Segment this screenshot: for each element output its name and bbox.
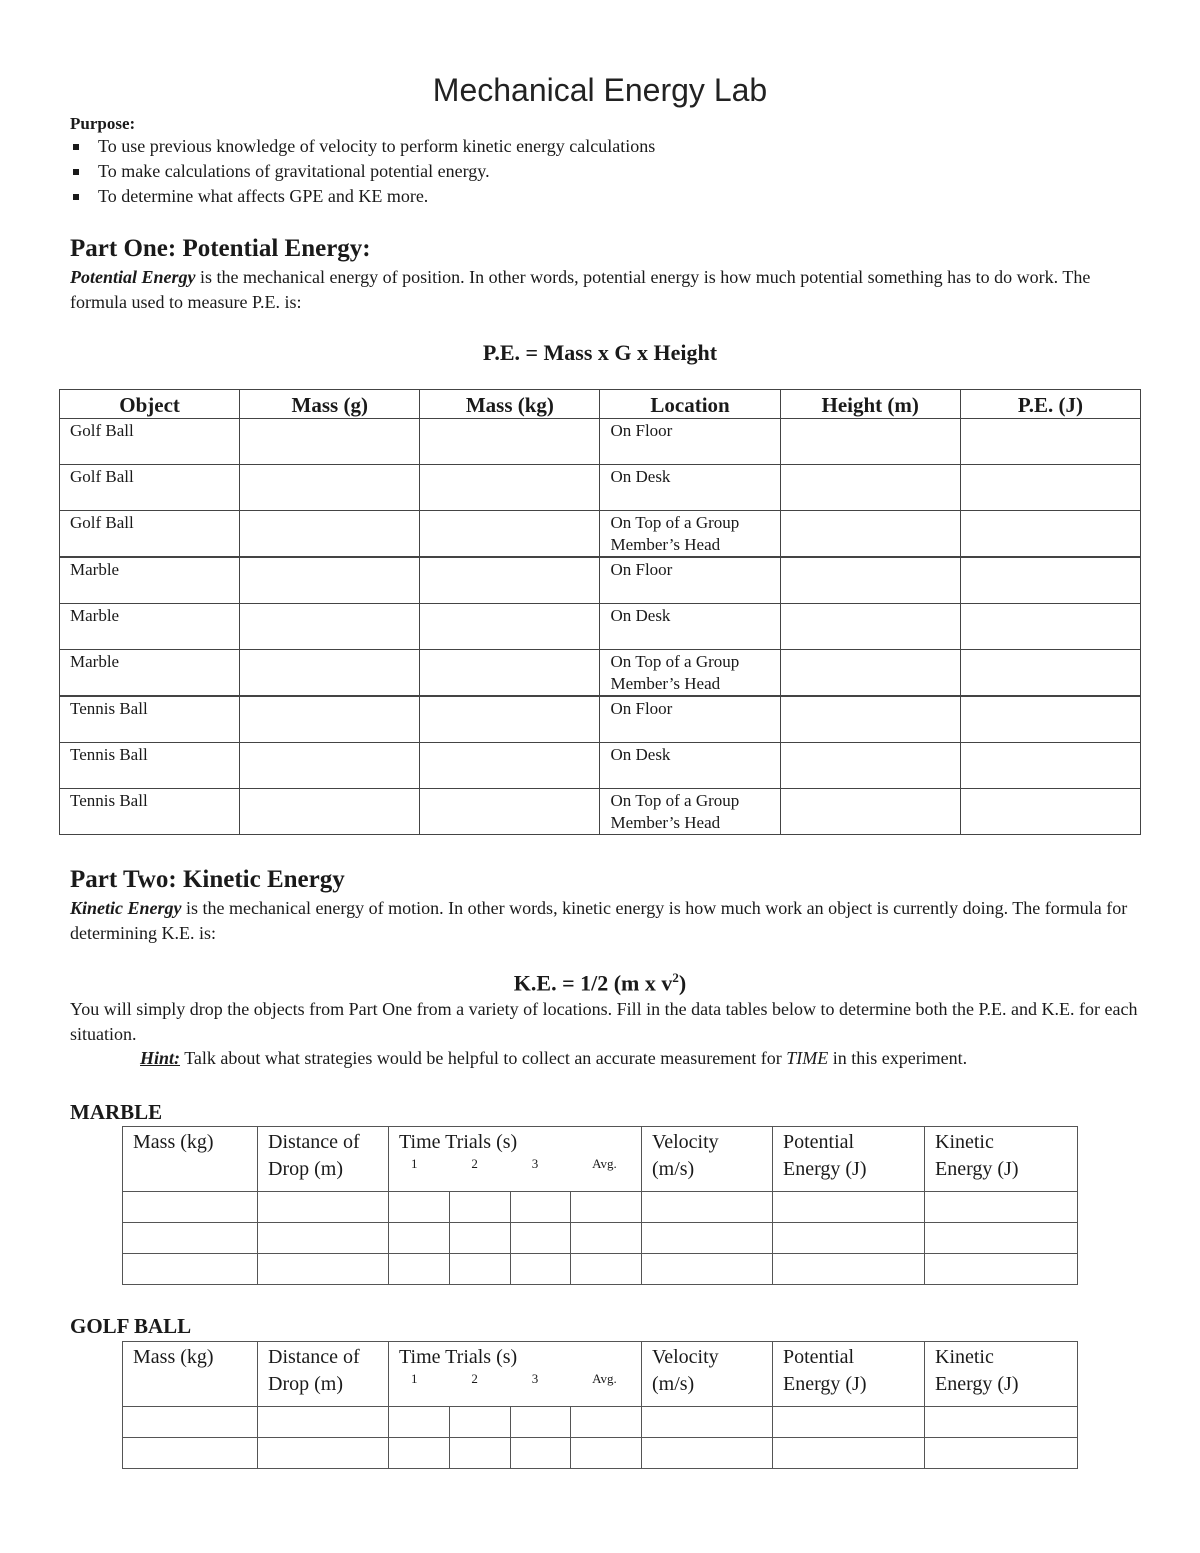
height-cell[interactable] [780,743,960,789]
mass-cell[interactable] [123,1192,258,1223]
trial-3-cell[interactable] [511,1438,571,1469]
ke-cell[interactable] [925,1438,1078,1469]
time-trials-label: Time Trials (s) [399,1346,518,1368]
hint-line [140,1046,967,1071]
distance-label-line2: Drop (m) [268,1158,343,1180]
part-two-text: is the mechanical energy of motion. In other words, kinetic energy is how much work an object is currently doing. The formula for determining K.E. is: [70,898,1128,943]
avg-cell[interactable] [571,1192,642,1223]
part-one-heading: Part One: Potential Energy: [70,235,371,262]
col-header-mass: Mass (kg) [123,1342,258,1407]
part-one-text: is the mechanical energy of position. In other words, potential energy is how much potential something has to do work. The formula used to measure P.E. is: [70,267,1091,312]
mass-cell[interactable] [123,1438,258,1469]
pe-table-header-row [60,390,1141,419]
ke-table-header-row [123,1127,1078,1192]
ke-cell[interactable] [925,1223,1078,1254]
location-cell: On Floor [600,696,780,743]
trial-labels [399,1156,631,1172]
marble-label: MARBLE [70,1100,163,1124]
col-header-velocity [642,1342,773,1407]
potential-energy-term: Potential Energy [70,267,196,287]
object-cell: Golf Ball [60,511,240,558]
distance-cell[interactable] [258,1192,389,1223]
col-header-pe: P.E. (J) [960,390,1140,419]
ke-formula-close: ) [678,970,687,996]
col-header-potential-energy [773,1342,925,1407]
velocity-cell[interactable] [642,1407,773,1438]
hint-emphasis: TIME [786,1048,829,1068]
table-row [60,604,1141,650]
col-header-velocity [642,1127,773,1192]
pe-formula: P.E. = Mass x G x Height [482,340,718,365]
ke-label-line1: Kinetic [935,1131,994,1153]
purpose-item: To use previous knowledge of velocity to perform kinetic energy calculations [70,134,655,159]
mass-g-cell[interactable] [240,604,420,650]
height-cell[interactable] [780,789,960,835]
avg-cell[interactable] [571,1407,642,1438]
mass-kg-cell[interactable] [420,557,600,604]
pe-cell[interactable] [960,650,1140,697]
trial-2-cell[interactable] [450,1438,511,1469]
object-cell: Golf Ball [60,419,240,465]
col-header-kinetic-energy [925,1127,1078,1192]
trial-1-cell[interactable] [389,1254,450,1285]
pe-label-line1: Potential [783,1131,855,1153]
location-cell: On Desk [600,743,780,789]
height-cell[interactable] [780,604,960,650]
trial-3-cell[interactable] [511,1254,571,1285]
table-row [60,557,1141,604]
pe-cell[interactable] [960,419,1140,465]
trial-2-label: 2 [471,1156,478,1171]
ke-label-line1: Kinetic [935,1346,994,1368]
pe-cell[interactable] [960,511,1140,558]
trial-1-label: 1 [411,1156,418,1171]
purpose-item: To determine what affects GPE and KE more. [70,184,655,209]
trial-2-cell[interactable] [450,1223,511,1254]
col-header-kinetic-energy [925,1342,1078,1407]
distance-cell[interactable] [258,1407,389,1438]
distance-cell[interactable] [258,1254,389,1285]
trial-3-cell[interactable] [511,1192,571,1223]
part-two-instructions: You will simply drop the objects from Part One from a variety of locations. Fill in the data tables below to determine both the P.E. and K.E. for each situation. [70,999,1138,1044]
table-row [123,1254,1078,1285]
table-row [60,650,1141,697]
col-header-time-trials [389,1127,642,1192]
purpose-list [70,134,655,209]
purpose-label: Purpose: [70,114,136,133]
pe-cell[interactable] [773,1223,925,1254]
potential-energy-table [59,389,1141,835]
table-row [60,696,1141,743]
velocity-label-line1: Velocity [652,1346,719,1368]
ke-cell[interactable] [925,1407,1078,1438]
location-cell: On Desk [600,604,780,650]
mass-g-cell[interactable] [240,465,420,511]
trial-1-label: 1 [411,1371,418,1386]
trial-2-cell[interactable] [450,1407,511,1438]
pe-cell[interactable] [960,604,1140,650]
part-two-description [70,896,1150,946]
distance-cell[interactable] [258,1223,389,1254]
pe-cell[interactable] [773,1254,925,1285]
pe-label-line2: Energy (J) [783,1373,867,1395]
mass-kg-cell[interactable] [420,511,600,558]
pe-cell[interactable] [960,743,1140,789]
pe-cell[interactable] [960,789,1140,835]
col-header-potential-energy [773,1127,925,1192]
ke-formula-exponent: 2 [672,970,679,985]
mass-cell[interactable] [123,1254,258,1285]
trial-labels [399,1371,631,1387]
avg-cell[interactable] [571,1438,642,1469]
golf-ball-table [122,1341,1078,1469]
object-cell: Marble [60,604,240,650]
hint-label: Hint: [140,1048,181,1068]
pe-cell[interactable] [773,1192,925,1223]
location-cell: On Top of a Group Member’s Head [600,789,780,835]
table-row [60,743,1141,789]
table-row [60,419,1141,465]
trial-avg-label: Avg. [592,1156,617,1171]
trial-3-label: 3 [531,1371,539,1386]
pe-label-line2: Energy (J) [783,1158,867,1180]
col-header-object: Object [60,390,240,419]
ke-cell[interactable] [925,1254,1078,1285]
pe-cell[interactable] [773,1438,925,1469]
mass-kg-cell[interactable] [420,465,600,511]
part-two-heading: Part Two: Kinetic Energy [70,866,345,893]
table-row [123,1192,1078,1223]
velocity-cell[interactable] [642,1254,773,1285]
mass-kg-cell[interactable] [420,419,600,465]
distance-label-line1: Distance of [268,1346,360,1368]
ke-formula-main: K.E. = 1/2 (m x v [513,970,673,996]
location-cell: On Top of a Group Member’s Head [600,650,780,697]
purpose-item: To make calculations of gravitational potential energy. [70,159,655,184]
col-header-mass: Mass (kg) [123,1127,258,1192]
table-row [123,1223,1078,1254]
page-title: Mechanical Energy Lab [432,72,768,108]
height-cell[interactable] [780,650,960,697]
col-header-time-trials [389,1342,642,1407]
pe-cell[interactable] [960,696,1140,743]
mass-g-cell[interactable] [240,789,420,835]
pe-cell[interactable] [960,557,1140,604]
ke-table-header-row [123,1342,1078,1407]
object-cell: Golf Ball [60,465,240,511]
trial-avg-label: Avg. [592,1371,617,1386]
col-header-distance [258,1127,389,1192]
avg-cell[interactable] [571,1254,642,1285]
object-cell: Tennis Ball [60,696,240,743]
col-header-mass-g: Mass (g) [240,390,420,419]
height-cell[interactable] [780,419,960,465]
ke-label-line2: Energy (J) [935,1373,1019,1395]
mass-g-cell[interactable] [240,743,420,789]
part-one-description [70,265,1150,315]
velocity-label-line2: (m/s) [652,1158,695,1180]
object-cell: Marble [60,557,240,604]
trial-3-cell[interactable] [511,1223,571,1254]
mass-g-cell[interactable] [240,696,420,743]
trial-2-cell[interactable] [450,1192,511,1223]
col-header-mass-kg: Mass (kg) [420,390,600,419]
ke-formula [0,970,1200,996]
col-header-location: Location [600,390,780,419]
mass-g-cell[interactable] [240,650,420,697]
pe-label-line1: Potential [783,1346,855,1368]
kinetic-energy-term: Kinetic Energy [70,898,182,918]
golf-ball-label: GOLF BALL [70,1314,192,1338]
height-cell[interactable] [780,557,960,604]
ke-cell[interactable] [925,1192,1078,1223]
table-row [123,1407,1078,1438]
mass-g-cell[interactable] [240,419,420,465]
col-header-distance [258,1342,389,1407]
trial-1-cell[interactable] [389,1438,450,1469]
trial-1-cell[interactable] [389,1192,450,1223]
time-trials-label: Time Trials (s) [399,1131,518,1153]
ke-label-line2: Energy (J) [935,1158,1019,1180]
distance-label-line1: Distance of [268,1131,360,1153]
col-header-height: Height (m) [780,390,960,419]
velocity-cell[interactable] [642,1192,773,1223]
mass-g-cell[interactable] [240,557,420,604]
location-cell: On Floor [600,557,780,604]
table-row [123,1438,1078,1469]
mass-kg-cell[interactable] [420,696,600,743]
table-row [60,789,1141,835]
trial-2-label: 2 [471,1371,478,1386]
trial-3-cell[interactable] [511,1407,571,1438]
table-row [60,465,1141,511]
hint-text-b: in this experiment. [828,1048,968,1068]
velocity-label-line2: (m/s) [652,1373,695,1395]
object-cell: Tennis Ball [60,743,240,789]
mass-kg-cell[interactable] [420,743,600,789]
pe-cell[interactable] [773,1407,925,1438]
trial-1-cell[interactable] [389,1223,450,1254]
avg-cell[interactable] [571,1223,642,1254]
distance-cell[interactable] [258,1438,389,1469]
height-cell[interactable] [780,696,960,743]
trial-2-cell[interactable] [450,1254,511,1285]
hint-text-a: Talk about what strategies would be helpful to collect an accurate measurement for [180,1048,787,1068]
distance-label-line2: Drop (m) [268,1373,343,1395]
velocity-cell[interactable] [642,1438,773,1469]
velocity-label-line1: Velocity [652,1131,719,1153]
marble-table [122,1126,1078,1285]
trial-1-cell[interactable] [389,1407,450,1438]
mass-kg-cell[interactable] [420,650,600,697]
mass-cell[interactable] [123,1407,258,1438]
height-cell[interactable] [780,511,960,558]
table-row [60,511,1141,558]
pe-cell[interactable] [960,465,1140,511]
height-cell[interactable] [780,465,960,511]
location-cell: On Top of a Group Member’s Head [600,511,780,558]
object-cell: Tennis Ball [60,789,240,835]
mass-g-cell[interactable] [240,511,420,558]
mass-kg-cell[interactable] [420,789,600,835]
location-cell: On Floor [600,419,780,465]
mass-cell[interactable] [123,1223,258,1254]
trial-3-label: 3 [531,1156,539,1171]
location-cell: On Desk [600,465,780,511]
object-cell: Marble [60,650,240,697]
velocity-cell[interactable] [642,1223,773,1254]
mass-kg-cell[interactable] [420,604,600,650]
